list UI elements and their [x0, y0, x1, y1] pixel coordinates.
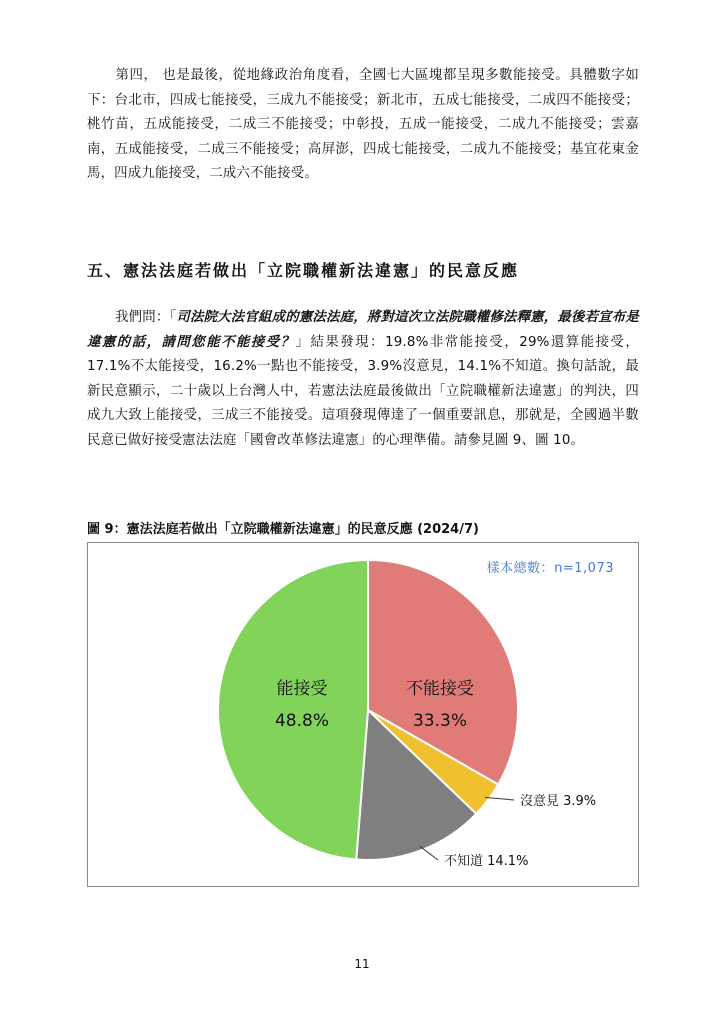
slice-label-1: 沒意見 3.9% — [520, 794, 597, 809]
section-heading: 五、憲法法庭若做出「立院職權新法違憲」的民意反應 — [87, 261, 520, 280]
paragraph-text: 第四， 也是最後，從地緣政治角度看，全國七大區塊都呈現多數能接受。具體數字如下：台北市，四成七能接受，三成九不能接受；新北市，五成七能接受，二成四不能接受；桃竹苗，五成能接受，二成三不能接受；中彰投，五成一能接受，二成九不能接受；雲嘉南，五成能接受，二成三不能接受；高屏澎，四成七能接受，二成九不能接受；基宜花東金馬，四成九能接受，二成六不能接受。 — [87, 68, 639, 182]
paragraph-lead: 我們問：「 — [115, 310, 177, 325]
paragraph-results: 」結果發現：19.8%非常能接受，29%還算能接受，17.1%不太能接受，16.2%一點也不能接受，3.9%沒意見，14.1%不知道。換句話說，最新民意顯示，二十歲以上台灣人中，若憲法法庭最後做出「立院職權新法違憲」的判決，四成九大致上能接受，三成三不能接受。這項發現傳達了一個重要訊息，那就是，全國過半數民意已做好接受憲法法庭「國會改革修法違憲」的心理準備。請參見圖 9、圖 10。 — [87, 334, 639, 448]
slice-label-3: 能接受 — [276, 679, 328, 699]
slice-label-0: 不能接受 — [406, 679, 474, 699]
leader-line-2 — [420, 846, 438, 860]
page-number: 11 — [354, 957, 370, 971]
figure-chart-box — [87, 542, 639, 887]
paragraph-geopolitical — [87, 64, 639, 187]
slice-label-2: 不知道 14.1% — [444, 854, 529, 869]
figure-title: 圖 9：憲法法庭若做出「立院職權新法違憲」的民意反應 (2024/7) — [87, 522, 479, 537]
survey-question: 司法院大法官組成的憲法法庭，將對這次立法院職權修法釋憲，最後若宣布是違憲的話，請問您能不能接受？ — [87, 310, 639, 350]
sample-size-note: 樣本總數：n=1,073 — [486, 561, 614, 576]
pie-chart — [88, 543, 638, 886]
paragraph-question — [87, 306, 639, 454]
pie-slice-3 — [218, 560, 368, 860]
slice-value-0: 33.3% — [412, 711, 468, 731]
slice-value-3: 48.8% — [274, 711, 330, 731]
